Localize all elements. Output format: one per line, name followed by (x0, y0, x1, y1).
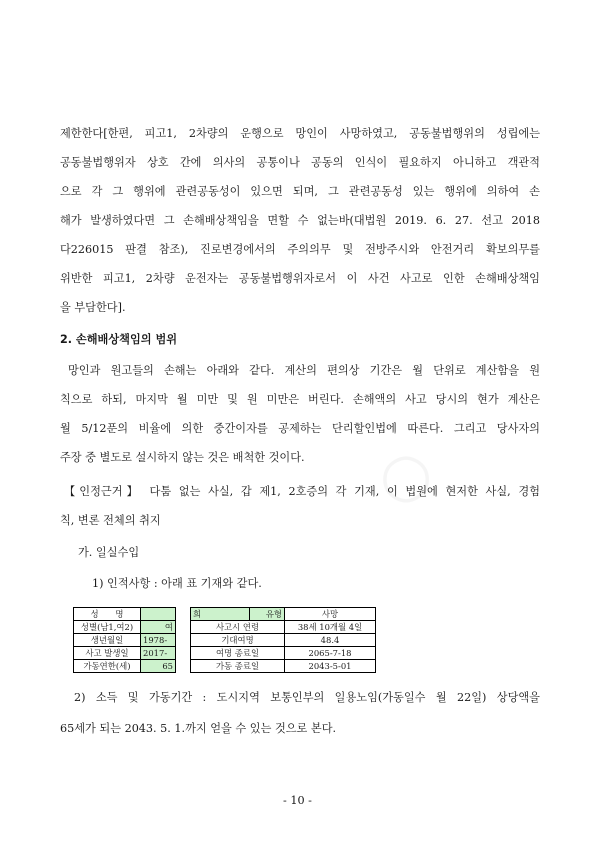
table-cell: 성별(남1,여2) (74, 621, 141, 634)
table-row (74, 660, 376, 673)
table-cell: 48.4 (285, 634, 376, 647)
table-cell: 1978- (141, 634, 176, 647)
page-number: - 10 - (283, 794, 312, 807)
table-cell: 2043-5-01 (285, 660, 376, 673)
table-cell: 가동 종료일 (191, 660, 285, 673)
text-line: 을 부담한다]. (60, 301, 126, 314)
table-cell: 가동연한(세) (74, 660, 141, 673)
table-row (74, 621, 376, 634)
table-cell: 여 (141, 621, 176, 634)
table-cell: 38세 10개월 4일 (285, 621, 376, 634)
table-cell: 생년월일 (74, 634, 141, 647)
table-cell: 성 명 (74, 608, 141, 621)
table-cell: 2065-7-18 (285, 647, 376, 660)
table-row (74, 608, 376, 621)
table-cell: 2017- (141, 647, 176, 660)
text-line: 제한한다[한편, 피고1, 2차량의 운행으로 망인이 사망하였고, 공동불법행위의 성립에는 (60, 127, 540, 140)
text-line: 위반한 피고1, 2차량 운전자는 공동불법행위자로서 이 사건 사고로 인한 손해배상책임 (60, 272, 540, 285)
text-line: 으로 각 그 행위에 관련공동성이 있으면 되며, 그 관련공동성 있는 행위에 의하여 손 (60, 185, 540, 198)
text-line: 다226015 판결 참조), 진로변경에서의 주의의무 및 전방주시와 안전거리 확보의무를 (60, 243, 540, 256)
table-cell: 65 (141, 660, 176, 673)
text-line: 칙, 변론 전체의 취지 (60, 514, 161, 527)
text-line: 65세가 되는 2043. 5. 1.까지 얻을 수 있는 것으로 본다. (60, 722, 337, 735)
table-cell: 기대여명 (191, 634, 285, 647)
personal-info-table (73, 607, 376, 673)
text-line: 주장 중 별도로 설시하지 않는 것은 배척한 것이다. (60, 451, 305, 464)
text-line: 공동불법행위자 상호 간에 의사의 공통이나 공동의 인식이 필요하지 아니하고 객관적 (60, 156, 540, 169)
subheading-personal-info: 1) 인적사항 : 아래 표 기재와 같다. (92, 577, 262, 590)
text-line: 2) 소득 및 가동기간 : 도시지역 보통인부의 일용노임(가동일수 월 22일) 상당액을 (74, 691, 540, 704)
table-cell: 유형 (250, 608, 285, 621)
text-line: 월 5/12푼의 비율에 의한 중간이자를 공제하는 단리할인법에 따른다. 그리고 당사자의 (60, 422, 540, 435)
table-cell: 희 (191, 608, 250, 621)
table-cell: 사망 (285, 608, 376, 621)
table-cell: 여명 종료일 (191, 647, 285, 660)
table-cell: 사고 발생일 (74, 647, 141, 660)
table-cell: 사고시 연령 (191, 621, 285, 634)
subheading-lost-income: 가. 일실수입 (78, 546, 140, 559)
section-heading: 2. 손해배상책임의 범위 (60, 333, 178, 346)
table-cell (141, 608, 176, 621)
text-line: 해가 발생하였다면 그 손해배상책임을 면할 수 없는바(대법원 2019. 6. 27. 선고 2018 (60, 214, 540, 227)
table-row (74, 647, 376, 660)
table-row (74, 634, 376, 647)
text-line: 【인정근거】 다툼 없는 사실, 갑 제1, 2호증의 각 기재, 이 법원에 현저한 사실, 경험 (64, 485, 540, 498)
text-line: 칙으로 하되, 마지막 월 미만 및 원 미만은 버린다. 손해액의 사고 당시의 현가 계산은 (60, 393, 540, 406)
watermark: ○ (380, 440, 433, 510)
text-line: 망인과 원고들의 손해는 아래와 같다. 계산의 편의상 기간은 월 단위로 계산함을 원 (68, 364, 540, 377)
